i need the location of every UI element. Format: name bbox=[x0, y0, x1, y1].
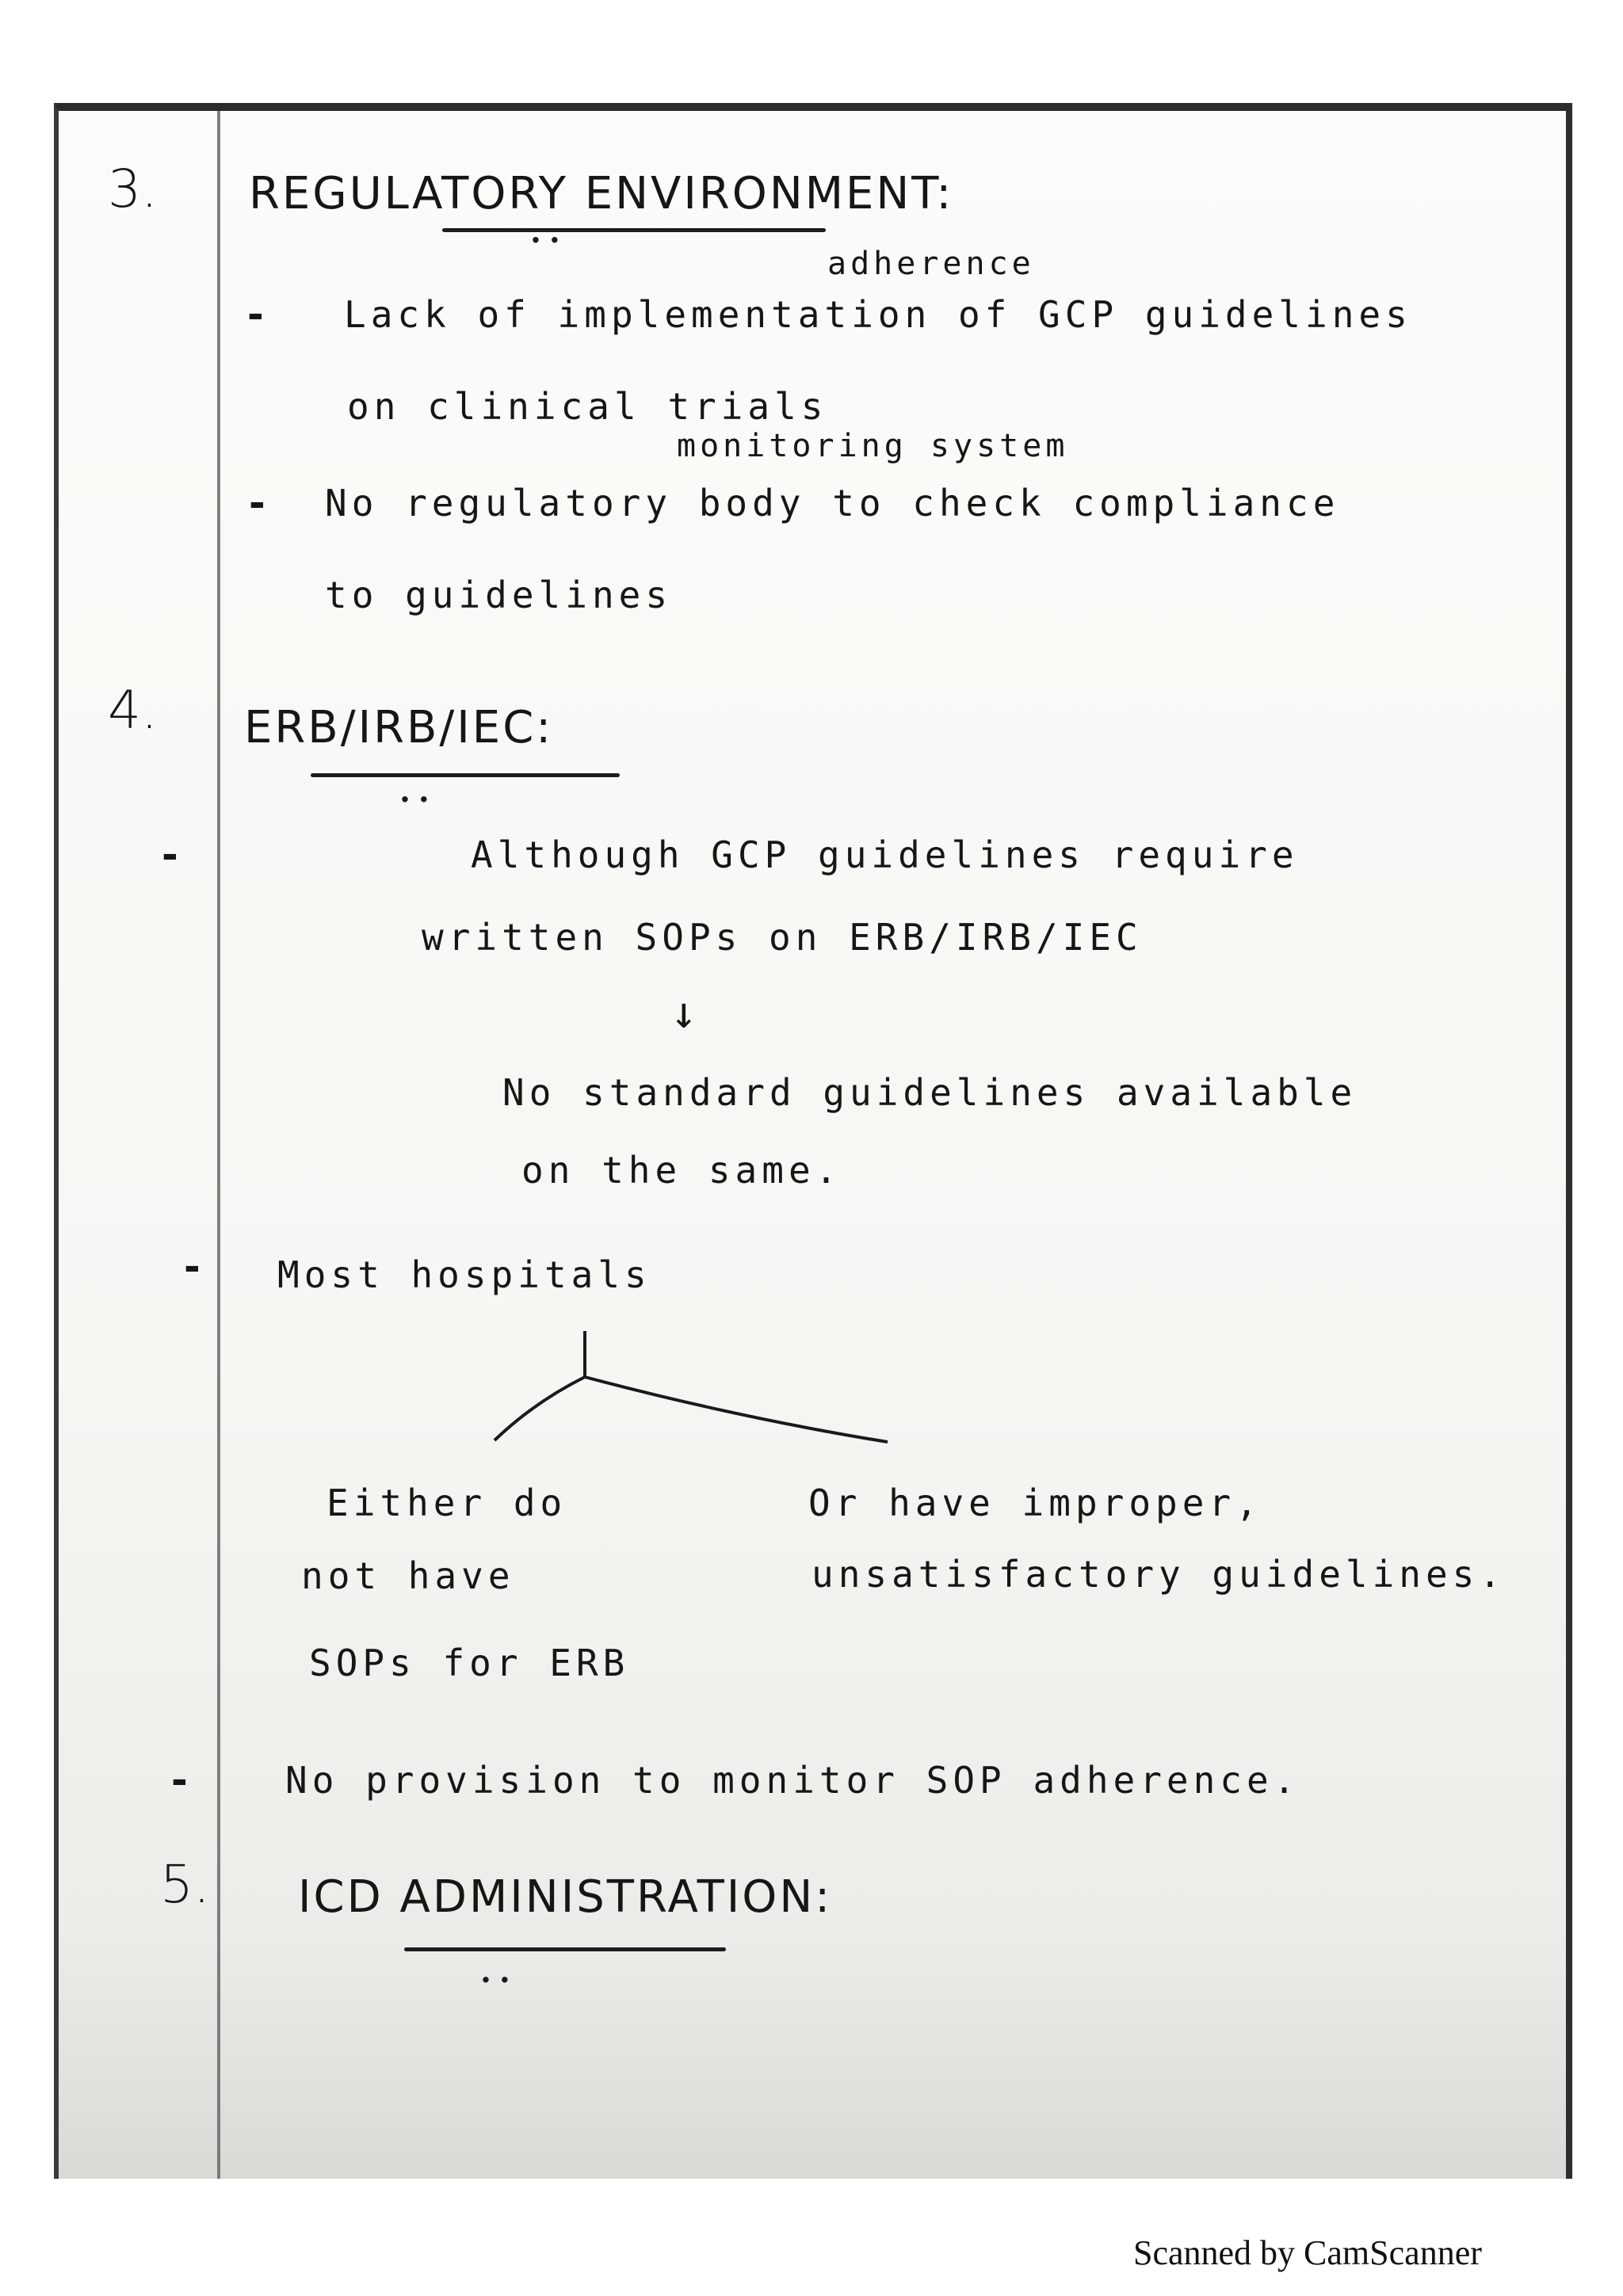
section-4-point-1-line-3: No standard guidelines available bbox=[502, 1071, 1358, 1114]
section-4-number: 4. bbox=[108, 680, 158, 741]
section-3-point-2-insert: monitoring system bbox=[677, 428, 1069, 464]
branch-right-line-1: Or have improper, bbox=[808, 1482, 1262, 1524]
notebook-page bbox=[54, 103, 1572, 2179]
branch-left-line-3: SOPs for ERB bbox=[309, 1642, 630, 1684]
branch-diagram bbox=[59, 111, 1572, 2179]
section-5-number: 5. bbox=[160, 1854, 210, 1915]
section-3-number: 3. bbox=[108, 158, 158, 219]
branch-left-line-2: not have bbox=[301, 1554, 515, 1597]
section-5-heading: ICD ADMINISTRATION: bbox=[298, 1871, 833, 1923]
section-3-point-1-line-1: Lack of implementation of GCP guidelines bbox=[344, 293, 1412, 336]
section-3-point-1-insert: adherence bbox=[827, 246, 1035, 282]
section-4-dots: ·· bbox=[399, 781, 437, 818]
section-3-bullet-1: - bbox=[247, 292, 264, 338]
section-4-point-3: No provision to monitor SOP adherence. bbox=[285, 1759, 1300, 1802]
section-3-point-2-line-1: No regulatory body to check compliance bbox=[325, 482, 1340, 524]
section-4-point-1-line-1: Although GCP guidelines require bbox=[471, 833, 1299, 876]
section-3-dots: ·· bbox=[530, 222, 568, 259]
section-4-point-2: Most hospitals bbox=[277, 1253, 651, 1296]
section-3-point-2-line-2: to guidelines bbox=[325, 574, 673, 616]
section-4-point-1-line-2: written SOPs on ERB/IRB/IEC bbox=[422, 916, 1143, 959]
branch-left-line-1: Either do bbox=[327, 1482, 567, 1524]
section-4-arrow: ↓ bbox=[670, 987, 702, 1039]
section-3-heading: REGULATORY ENVIRONMENT: bbox=[249, 168, 954, 219]
section-4-bullet-3: - bbox=[171, 1757, 188, 1803]
scanner-watermark: Scanned by CamScanner bbox=[1133, 2233, 1482, 2272]
section-4-heading: ERB/IRB/IEC: bbox=[244, 702, 554, 753]
section-3-point-1-line-2: on clinical trials bbox=[347, 385, 828, 428]
section-4-point-1-line-4: on the same. bbox=[521, 1149, 842, 1192]
section-5-dots: ·· bbox=[480, 1962, 518, 1999]
section-5-underline bbox=[404, 1947, 726, 1951]
section-3-bullet-2: - bbox=[249, 480, 265, 526]
section-4-bullet-1: - bbox=[162, 832, 178, 878]
section-4-bullet-2: - bbox=[184, 1244, 200, 1290]
branch-right-line-2: unsatisfactory guidelines. bbox=[812, 1553, 1507, 1596]
